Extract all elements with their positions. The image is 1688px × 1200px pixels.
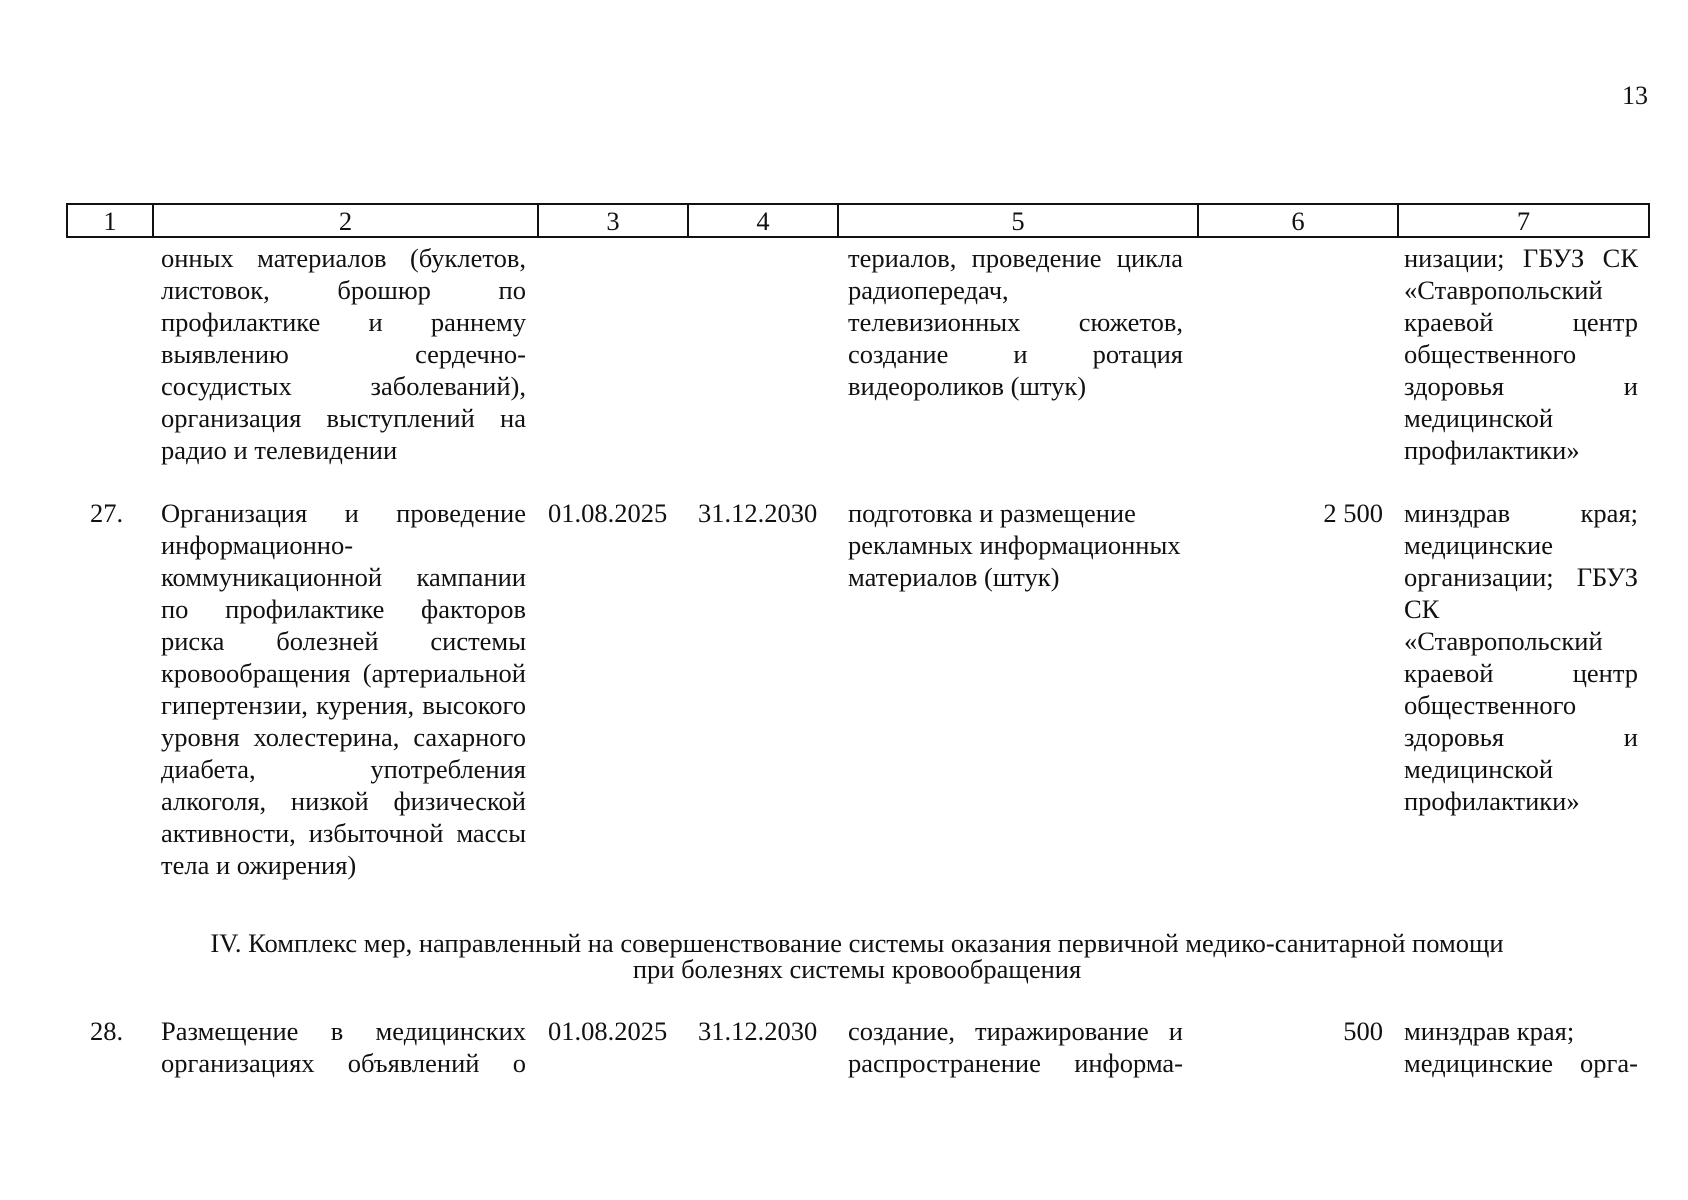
row28-description-line-1: Размещение в медицинских bbox=[161, 1016, 526, 1046]
row28-description bbox=[161, 1015, 526, 1079]
row27-indicator: подготовка и размещение рекламных информационных материалов (штук) bbox=[848, 498, 1181, 592]
row28-description-line-2: организациях объявлений о bbox=[161, 1048, 526, 1078]
header-col-1: 1 bbox=[67, 204, 153, 237]
header-col-2: 2 bbox=[153, 204, 538, 237]
row27-start-date: 01.08.2025 bbox=[548, 498, 668, 528]
header-col-7: 7 bbox=[1398, 204, 1649, 237]
row28-responsible-line-1: минздрав края; bbox=[1404, 1016, 1575, 1046]
page-number: 13 bbox=[1622, 81, 1648, 110]
row28-value: 500 bbox=[1343, 1016, 1383, 1046]
row28-indicator bbox=[848, 1015, 1183, 1079]
cont-row-col2: онных материалов (буклетов, листовок, брошюр по профилактике и раннему выявлению сердечно-сосудистых заболеваний), организация выступлений на радио и телевидении bbox=[161, 243, 526, 465]
cont-row-col5: териалов, проведение цикла радиопередач, телевизионных сюжетов, создание и ротация видеороликов (штук) bbox=[848, 243, 1183, 401]
cont-row-col7: низации; ГБУЗ СК «Ставропольский краевой центр общественного здоровья и медицинской профилактики» bbox=[1404, 243, 1638, 465]
header-col-4: 4 bbox=[688, 204, 838, 237]
header-row bbox=[67, 204, 1649, 237]
row28-number: 28. bbox=[90, 1016, 124, 1046]
row27-end-date: 31.12.2030 bbox=[698, 498, 818, 528]
section-title-line-1: IV. Комплекс мер, направленный на совершенствование системы оказания первичной медико-санитарной помощи bbox=[210, 928, 1504, 958]
row28-responsible-line-2: медицинские орга- bbox=[1404, 1048, 1638, 1078]
row27-number: 27. bbox=[90, 498, 124, 528]
header-col-3: 3 bbox=[538, 204, 688, 237]
row28-start-date: 01.08.2025 bbox=[548, 1016, 668, 1046]
row28-responsible bbox=[1404, 1015, 1638, 1079]
row27-value: 2 500 bbox=[1323, 498, 1383, 528]
header-col-6: 6 bbox=[1198, 204, 1398, 237]
row28-indicator-line-1: создание, тиражирование и bbox=[848, 1016, 1183, 1046]
row28-end-date: 31.12.2030 bbox=[698, 1016, 818, 1046]
header-col-5: 5 bbox=[838, 204, 1198, 237]
section-title bbox=[66, 930, 1648, 982]
row27-description: Организация и проведение информационно-коммуникационной кампании по профилактике факторов риска болезней системы кровообращения (артериальной гипертензии, курения, высокого уровня холестерина, сахарного диабета, употребления алкоголя, низкой физической активности, избыточной массы тела и ожирения) bbox=[161, 498, 526, 880]
section-title-line-2: при болезнях системы кровообращения bbox=[632, 954, 1082, 984]
table-header bbox=[66, 203, 1650, 238]
row27-responsible: минздрав края; медицинские организации; ГБУЗ СК «Ставропольский краевой центр общественного здоровья и медицинской профилактики» bbox=[1404, 498, 1638, 816]
row28-indicator-line-2: распространение информа- bbox=[848, 1048, 1183, 1078]
